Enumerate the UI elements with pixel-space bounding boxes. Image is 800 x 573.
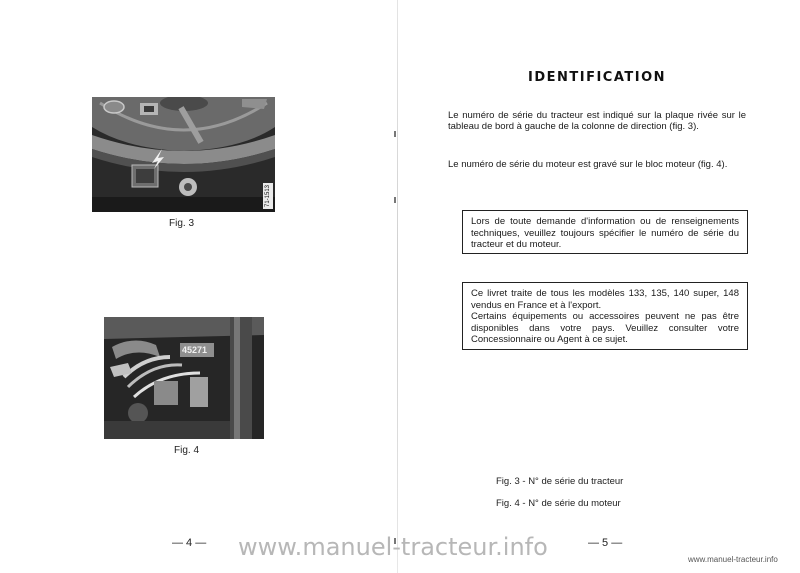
legend-fig-3: Fig. 3 - N° de série du tracteur	[496, 476, 624, 487]
notice-box-models	[462, 282, 748, 350]
fig-3-photo	[92, 97, 275, 212]
engine-serial-number: 45271	[182, 345, 208, 355]
fig-4-caption: Fig. 4	[174, 445, 200, 456]
notice-box-serial-request	[462, 210, 748, 254]
engine-photo-illustration	[104, 317, 264, 439]
page-title: IDENTIFICATION	[528, 70, 667, 85]
watermark-url-small: www.manuel-tracteur.info	[688, 555, 778, 564]
legend-fig-4: Fig. 4 - N° de série du moteur	[496, 498, 621, 509]
photo-reference-stamp: 71-1513	[265, 184, 271, 208]
left-page	[0, 0, 398, 573]
right-page	[398, 0, 800, 573]
page-number-right: — 5 —	[588, 537, 623, 549]
paragraph-tractor-serial: Le numéro de série du tracteur est indiqué sur la plaque rivée sur le tableau de bord à gauche de la colonne de direction (fig. 3).	[448, 110, 746, 132]
dashboard-photo-illustration	[92, 97, 275, 212]
watermark-url: www.manuel-tracteur.info	[238, 533, 548, 561]
availability-text: Certains équipements ou accessoires peuvent ne pas être disponibles dans votre pays. Veuillez consulter votre Concessionnaire ou Agent à ce sujet.	[471, 311, 739, 345]
fig-3-caption: Fig. 3	[169, 218, 195, 229]
notice-box-text: Lors de toute demande d'information ou de renseignements techniques, veuillez toujours spécifier le numéro de série du tracteur et du moteur.	[471, 216, 739, 250]
page-number-left: — 4 —	[172, 537, 207, 549]
paragraph-engine-serial: Le numéro de série du moteur est gravé sur le bloc moteur (fig. 4).	[448, 159, 728, 170]
models-text: Ce livret traite de tous les modèles 133, 135, 140 super, 148 vendus en France et à l'export.	[471, 288, 739, 311]
fig-4-photo	[104, 317, 264, 439]
